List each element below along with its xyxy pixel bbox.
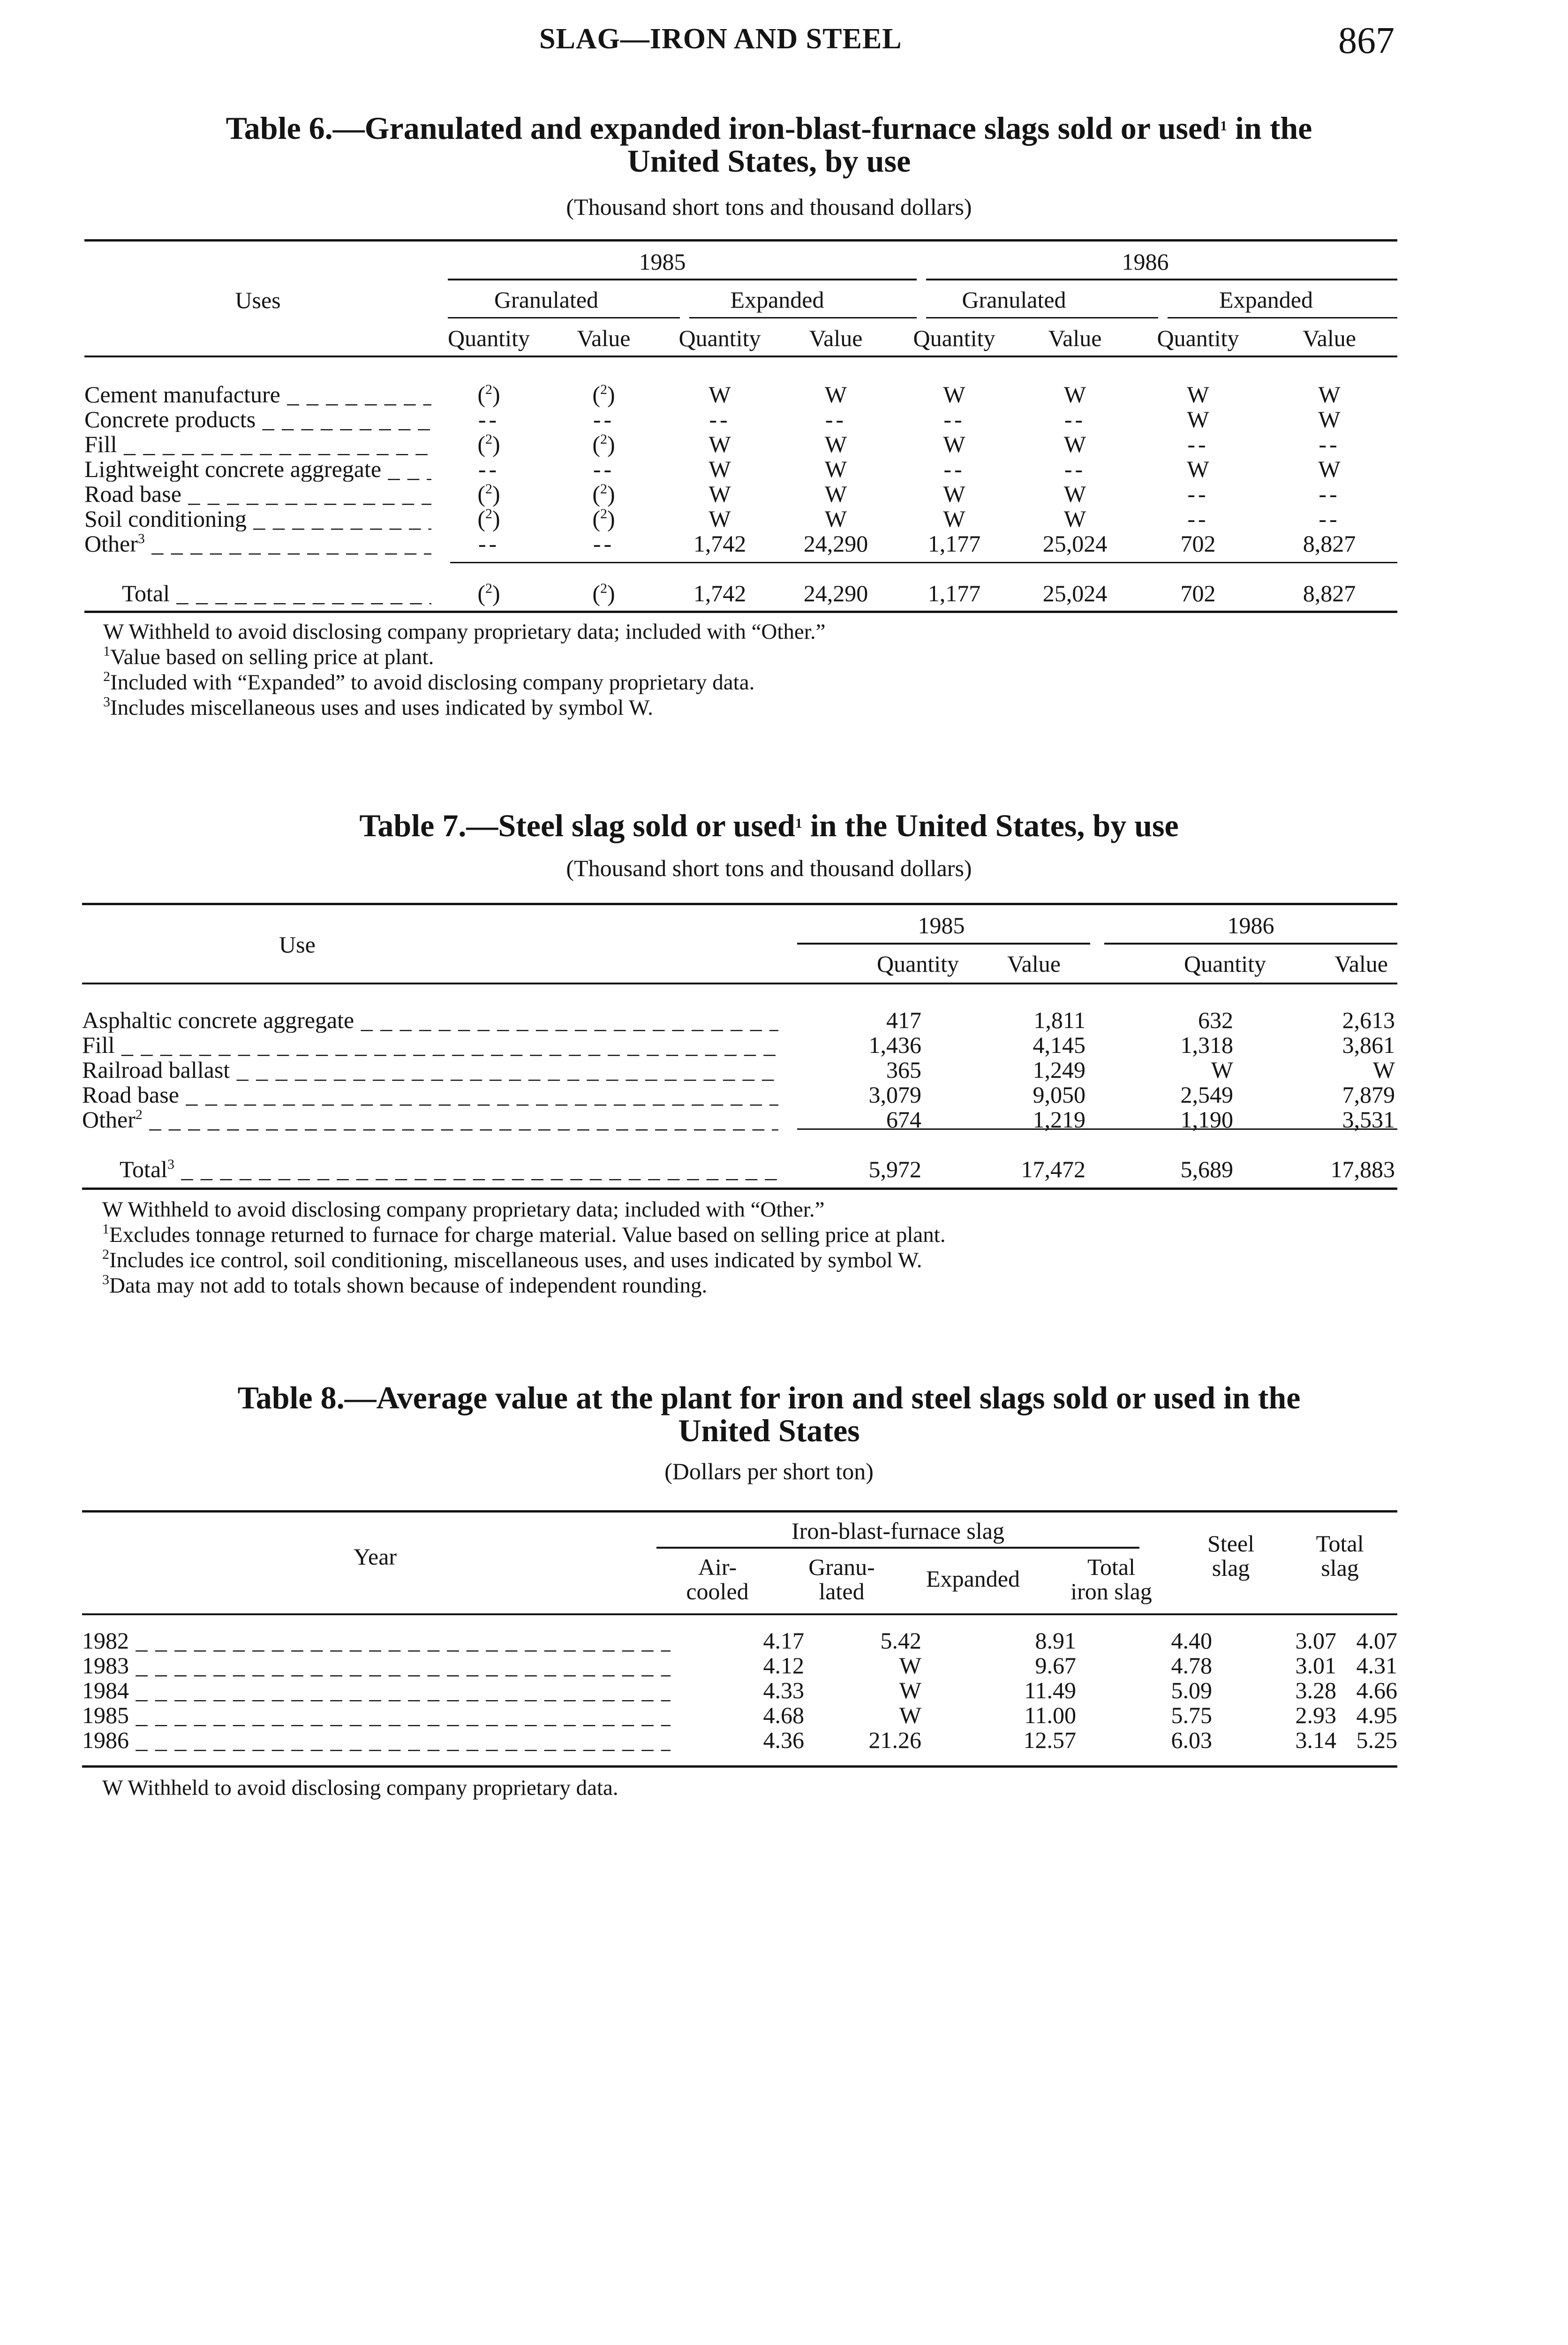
table-cell: ($^2$)	[477, 481, 500, 507]
table-cell: 3.01	[1295, 1652, 1336, 1679]
table-cell: W	[824, 381, 847, 408]
table-row	[84, 482, 1397, 507]
table-cell: W	[1318, 456, 1341, 482]
table-cell: 4.12	[763, 1652, 804, 1679]
row-label: 1985 _ _ _	[82, 1703, 671, 1728]
table-cell: ($^2$)	[592, 431, 615, 457]
table6-col-header: Quantity	[448, 325, 530, 351]
table6-bottom-rule	[84, 611, 1397, 613]
table-cell: 8,827	[1303, 530, 1356, 557]
table8-body	[82, 1628, 1397, 1753]
table-cell: 3,861	[1342, 1032, 1395, 1058]
page-number: 867	[1338, 20, 1395, 61]
table-cell: 3.28	[1295, 1677, 1336, 1703]
table6-col-header: Value	[577, 325, 631, 351]
table7-bottom-rule	[82, 1188, 1397, 1190]
table-cell: W	[709, 506, 731, 532]
table6-col-header: Quantity	[913, 325, 995, 351]
table-cell: --	[709, 406, 731, 432]
table-cell: ($^2$)	[592, 481, 615, 507]
table-cell: 4.07	[1356, 1627, 1397, 1654]
table6-year-1986: 1986	[1122, 248, 1169, 275]
table-cell: ($^2$)	[477, 580, 500, 606]
table8-col-header: Steel slag	[1207, 1530, 1254, 1581]
table-cell: 8.91	[1035, 1627, 1076, 1654]
table-cell: 1,742	[693, 530, 746, 557]
table8-stub-header: Year	[353, 1543, 397, 1570]
table-cell: ($^2$)	[477, 506, 500, 532]
table-cell: W	[1063, 381, 1086, 408]
table8-col-header: Expanded	[926, 1566, 1020, 1592]
table-cell: 25,024	[1042, 580, 1108, 606]
table-cell: --	[478, 530, 500, 557]
table8-col-header: Total iron slag	[1070, 1554, 1152, 1604]
table-cell: --	[593, 406, 615, 432]
table-cell: 3,531	[1342, 1106, 1395, 1133]
row-label: Other$^2$ _ _ _	[82, 1107, 778, 1132]
table6-subtitle: (Thousand short tons and thousand dollars)	[566, 194, 972, 220]
table8-title: Table 8.—Average value at the plant for iron and steel slags sold or used in the United States	[237, 1380, 1301, 1448]
table7-footnotes	[102, 1197, 946, 1298]
table-row	[82, 1107, 1397, 1132]
table6-title: Table 6.—Granulated and expanded iron-blast-furnace slags sold or used$^1$ in the United States, by use	[226, 110, 1312, 179]
table-cell: --	[1187, 481, 1209, 507]
table8-col-header: Granu- lated	[808, 1554, 875, 1604]
table-cell: ($^2$)	[592, 381, 615, 408]
table-cell: 4.33	[763, 1677, 804, 1703]
table-row	[82, 1703, 1397, 1728]
table-cell: 632	[1198, 1007, 1233, 1033]
table-cell: W	[1187, 456, 1209, 482]
table6-stub-header: Uses	[235, 287, 281, 313]
table7-body	[82, 1008, 1397, 1132]
table-row	[84, 432, 1397, 457]
table-cell: 17,472	[1021, 1156, 1086, 1182]
row-label: 1984 _ _ _	[82, 1678, 671, 1703]
footnote: $^1$Excludes tonnage returned to furnace for charge material. Value based on selling price at plant.	[102, 1221, 946, 1247]
table7-stub-header: Use	[279, 931, 316, 958]
table6-group-header: Expanded	[730, 286, 824, 313]
table7-col-header: Value	[1334, 950, 1388, 977]
table-cell: 1,249	[1033, 1057, 1086, 1083]
table-cell: 6.03	[1171, 1727, 1212, 1753]
table-cell: 2,613	[1342, 1007, 1395, 1033]
table-row	[82, 1082, 1397, 1107]
table6-body	[84, 382, 1397, 556]
table-cell: 2.93	[1295, 1702, 1336, 1728]
table6-top-rule	[84, 239, 1397, 242]
table-cell: ($^2$)	[592, 580, 615, 606]
row-label: Cement manufacture _ _ _	[84, 382, 431, 407]
table8-col-header: Total slag	[1316, 1530, 1364, 1581]
table-cell: W	[1187, 381, 1209, 408]
table7-total-row	[82, 1157, 1397, 1182]
table6-group-header: Granulated	[962, 286, 1066, 313]
table-cell: W	[1063, 431, 1086, 457]
table-cell: --	[943, 456, 965, 482]
table8-footnote: W Withheld to avoid disclosing company proprietary data.	[102, 1776, 618, 1800]
table-cell: 3.14	[1295, 1727, 1336, 1753]
table-cell: --	[1064, 406, 1086, 432]
row-label: Railroad ballast _ _ _	[82, 1058, 778, 1082]
table-cell: 365	[886, 1057, 921, 1083]
table-row	[84, 457, 1397, 482]
table-cell: W	[943, 431, 965, 457]
footnote: W Withheld to avoid disclosing company proprietary data; included with “Other.”	[102, 1197, 825, 1222]
table-cell: W	[1211, 1057, 1233, 1083]
row-label: Total _ _ _	[84, 581, 431, 606]
table-cell: 1,436	[868, 1032, 921, 1058]
table8-header-rule	[82, 1613, 1397, 1615]
table-cell: W	[1187, 406, 1209, 432]
table-cell: --	[478, 406, 500, 432]
table-cell: 25,024	[1042, 530, 1108, 557]
table-cell: 5,689	[1180, 1156, 1233, 1182]
table-cell: 9,050	[1033, 1082, 1086, 1108]
table-cell: 21.26	[868, 1727, 921, 1753]
table-cell: 1,318	[1180, 1032, 1233, 1058]
table-cell: W	[824, 481, 847, 507]
table-cell: ($^2$)	[477, 381, 500, 408]
table-cell: 24,290	[803, 530, 868, 557]
table6-group-header: Granulated	[494, 286, 599, 313]
table-cell: W	[1318, 381, 1341, 408]
table-row	[82, 1653, 1397, 1678]
table-cell: --	[1064, 456, 1086, 482]
table-cell: 4.31	[1356, 1652, 1397, 1679]
table7-top-rule	[82, 903, 1397, 905]
table-cell: W	[709, 431, 731, 457]
table-row	[82, 1728, 1397, 1753]
table-cell: 2,549	[1180, 1082, 1233, 1108]
table6-col-header: Value	[809, 325, 863, 351]
table-cell: ($^2$)	[477, 431, 500, 457]
table-row	[82, 1033, 1397, 1058]
table-cell: W	[709, 456, 731, 482]
table-row	[84, 407, 1397, 432]
footnote: $^3$Data may not add to totals shown because of independent rounding.	[102, 1272, 708, 1298]
table-cell: --	[1319, 506, 1340, 532]
table6-col-header: Value	[1048, 325, 1102, 351]
table-row	[84, 507, 1397, 531]
row-label: Total$^3$ _ _ _	[82, 1157, 778, 1182]
table-cell: W	[824, 456, 847, 482]
table-cell: 702	[1180, 530, 1216, 557]
table-cell: 5.42	[880, 1627, 921, 1654]
row-label: Road base _ _ _	[82, 1082, 778, 1107]
table-cell: 417	[886, 1007, 921, 1033]
table-cell: W	[943, 506, 965, 532]
footnote: $^2$Included with “Expanded” to avoid disclosing company proprietary data.	[103, 669, 755, 695]
table6-footnotes	[103, 619, 825, 720]
table-cell: W	[709, 381, 731, 408]
table-cell: 4.66	[1356, 1677, 1397, 1703]
table-cell: 7,879	[1342, 1082, 1395, 1108]
table-cell: 4.40	[1171, 1627, 1212, 1654]
table7-year-1985: 1985	[918, 912, 965, 938]
table-row	[84, 531, 1397, 556]
table6	[84, 243, 1397, 606]
table7-col-header: Value	[1007, 950, 1061, 977]
table-cell: W	[709, 481, 731, 507]
table8	[82, 1628, 1397, 1753]
table7-title: Table 7.—Steel slag sold or used$^1$ in the United States, by use	[359, 808, 1179, 843]
row-label: Road base _ _ _	[84, 482, 431, 507]
row-label: Asphaltic concrete aggregate _ _ _	[82, 1008, 778, 1033]
table6-total-row	[84, 581, 1397, 606]
table-cell: 4.95	[1356, 1702, 1397, 1728]
table-cell: 5.25	[1356, 1727, 1397, 1753]
table-cell: 11.49	[1024, 1677, 1076, 1703]
table-cell: 12.57	[1023, 1727, 1076, 1753]
table7-subtitle: (Thousand short tons and thousand dollars)	[566, 855, 972, 881]
table-cell: 5.09	[1171, 1677, 1212, 1703]
table-cell: W	[943, 481, 965, 507]
table-row	[82, 1058, 1397, 1082]
table-cell: 1,219	[1033, 1106, 1086, 1133]
table-cell: 11.00	[1024, 1702, 1076, 1728]
table-cell: 4.36	[763, 1727, 804, 1753]
table-cell: W	[824, 506, 847, 532]
table-cell: --	[478, 456, 500, 482]
row-label: Other$^3$ _ _ _	[84, 531, 431, 556]
table-cell: 1,177	[927, 580, 981, 606]
table-cell: W	[943, 381, 965, 408]
row-label: Fill _ _ _	[82, 1033, 778, 1058]
running-head: SLAG—IRON AND STEEL	[539, 23, 902, 55]
row-label: Fill _ _ _	[84, 432, 431, 457]
footnote: $^3$Includes miscellaneous uses and uses indicated by symbol W.	[103, 694, 653, 720]
table-cell: 17,883	[1330, 1156, 1395, 1182]
table-cell: --	[825, 406, 847, 432]
table-cell: W	[1318, 406, 1341, 432]
table-row	[84, 382, 1397, 407]
table-cell: W	[1063, 506, 1086, 532]
table-cell: 1,742	[693, 580, 746, 606]
row-label: Concrete products _ _ _	[84, 407, 431, 432]
footnote: W Withheld to avoid disclosing company proprietary data; included with “Other.”	[103, 620, 826, 644]
table-cell: 4.17	[763, 1627, 804, 1654]
table-row	[82, 1678, 1397, 1703]
row-label: Soil conditioning _ _ _	[84, 507, 431, 531]
table-cell: 1,811	[1033, 1007, 1086, 1033]
table-cell: ($^2$)	[592, 506, 615, 532]
table-cell: 4,145	[1033, 1032, 1086, 1058]
table-cell: --	[1319, 481, 1340, 507]
table-cell: 8,827	[1303, 580, 1356, 606]
table8-group-header: Iron-blast-furnace slag	[792, 1518, 1004, 1544]
table-row	[82, 1008, 1397, 1033]
table-cell: 4.68	[763, 1702, 804, 1728]
table-cell: W	[899, 1652, 921, 1679]
row-label: Lightweight concrete aggregate _ _ _	[84, 457, 431, 482]
table-row	[82, 1628, 1397, 1653]
table-cell: W	[824, 431, 847, 457]
table-cell: --	[1187, 431, 1209, 457]
table-cell: 24,290	[803, 580, 868, 606]
table8-top-rule	[82, 1510, 1397, 1513]
table6-col-header: Quantity	[1157, 325, 1239, 351]
table-cell: --	[1319, 431, 1340, 457]
footnote: $^2$Includes ice control, soil conditioning, miscellaneous uses, and uses indicated by symbol W.	[102, 1247, 922, 1272]
table-cell: --	[943, 406, 965, 432]
table-cell: 5.75	[1171, 1702, 1212, 1728]
table-cell: 5,972	[868, 1156, 921, 1182]
table7	[82, 906, 1397, 1182]
table-cell: --	[1187, 506, 1209, 532]
table-cell: W	[899, 1677, 921, 1703]
table8-bottom-rule	[82, 1765, 1397, 1768]
table8-subtitle: (Dollars per short ton)	[664, 1458, 874, 1484]
table7-col-header: Quantity	[1184, 950, 1266, 977]
table-cell: W	[1063, 481, 1086, 507]
table7-col-header: Quantity	[877, 950, 959, 977]
table-cell: --	[593, 530, 615, 557]
table6-year-1985: 1985	[639, 248, 686, 275]
table-cell: 3,079	[868, 1082, 921, 1108]
table6-col-header: Quantity	[678, 325, 761, 351]
table-cell: 674	[886, 1106, 921, 1133]
table8-col-header: Air- cooled	[686, 1554, 749, 1604]
table-cell: 4.78	[1171, 1652, 1212, 1679]
table6-col-header: Value	[1303, 325, 1356, 351]
row-label: 1982 _ _ _	[82, 1628, 671, 1653]
table-cell: 1,177	[927, 530, 981, 557]
table6-group-header: Expanded	[1219, 286, 1313, 313]
table-cell: --	[593, 456, 615, 482]
table-cell: 9.67	[1035, 1652, 1076, 1679]
table-cell: W	[1372, 1057, 1395, 1083]
table7-year-1986: 1986	[1227, 912, 1274, 938]
footnote: $^1$Value based on selling price at plant.	[103, 643, 434, 669]
row-label: 1986 _ _ _	[82, 1728, 671, 1753]
table-cell: W	[899, 1702, 921, 1728]
table-cell: 3.07	[1295, 1627, 1336, 1654]
table-cell: 1,190	[1180, 1106, 1233, 1133]
table-cell: 702	[1180, 580, 1216, 606]
row-label: 1983 _ _ _	[82, 1653, 671, 1678]
